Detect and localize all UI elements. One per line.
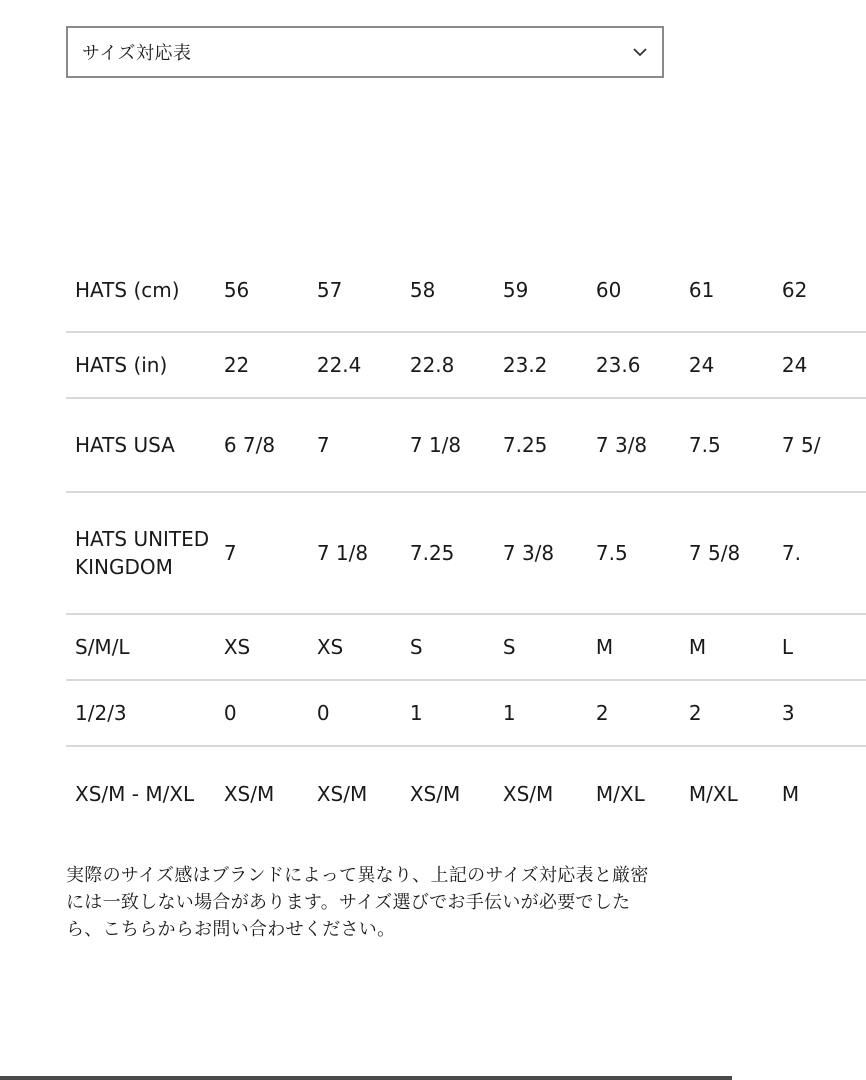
table-cell: XS/M <box>502 781 554 806</box>
size-disclaimer-text: 実際のサイズ感はブランドによって異なり、上記のサイズ対応表と厳密には一致しない場合があります。サイズ選びでお手伝いが必要でしたら、こちらからお問い合わせください。 <box>66 865 649 940</box>
table-cell: 7 5/ <box>781 433 821 457</box>
table-cell: 2 <box>688 701 702 725</box>
table-cell: 22.8 <box>409 353 455 377</box>
row-header: 1/2/3 <box>75 701 127 725</box>
table-cell: 7.25 <box>409 541 455 565</box>
table-cell: 2 <box>595 701 609 725</box>
table-cell: 3 <box>781 701 795 725</box>
table-row <box>66 248 866 332</box>
table-cell: 7.5 <box>595 541 628 565</box>
table-cell: M <box>688 635 707 659</box>
table-cell: 22.4 <box>316 353 362 377</box>
table-cell: XS <box>223 635 251 659</box>
table-cell: 7.25 <box>502 433 548 457</box>
row-header: HATS (cm) <box>75 277 180 302</box>
table-cell: 60 <box>595 277 622 302</box>
table-cell: 7 1/8 <box>409 433 462 457</box>
size-chart-dropdown[interactable] <box>66 26 664 78</box>
table-cell: 23.2 <box>502 353 548 377</box>
table-cell: 7 <box>223 541 237 565</box>
table-cell: XS/M <box>316 781 368 806</box>
table-cell: 61 <box>688 277 715 302</box>
table-cell: XS/M <box>409 781 461 806</box>
table-cell: L <box>781 635 794 659</box>
table-cell: 7 <box>316 433 330 457</box>
table-cell: 7 5/8 <box>688 541 741 565</box>
table-cell: 57 <box>316 277 343 302</box>
row-header: XS/M - M/XL <box>75 781 195 806</box>
bottom-divider <box>0 1076 732 1080</box>
table-cell: 56 <box>223 277 250 302</box>
table-cell: XS <box>316 635 344 659</box>
table-row <box>66 746 866 840</box>
table-row <box>66 614 866 680</box>
row-header: HATS USA <box>75 433 175 457</box>
table-cell: S <box>502 635 516 659</box>
size-chart-dropdown-label: サイズ対応表 <box>82 43 192 64</box>
table-cell: S <box>409 635 423 659</box>
table-cell: 62 <box>781 277 808 302</box>
table-cell: 59 <box>502 277 529 302</box>
table-cell: 1 <box>502 701 516 725</box>
table-cell: M <box>595 635 614 659</box>
table-row <box>66 492 866 614</box>
row-header: HATS UNITED KINGDOM <box>75 527 210 579</box>
table-cell: M <box>781 781 800 806</box>
table-cell: 1 <box>409 701 423 725</box>
table-row <box>66 332 866 398</box>
chevron-down-icon <box>632 44 648 60</box>
table-cell: 6 7/8 <box>223 433 276 457</box>
table-row <box>66 398 866 492</box>
table-cell: 0 <box>223 701 237 725</box>
row-header: HATS (in) <box>75 353 168 377</box>
table-cell: 23.6 <box>595 353 641 377</box>
table-cell: 7 1/8 <box>316 541 369 565</box>
table-cell: 24 <box>688 353 715 377</box>
table-cell: 22 <box>223 353 250 377</box>
table-cell: 7. <box>781 541 802 565</box>
size-table <box>66 248 866 840</box>
table-cell: M/XL <box>688 781 738 806</box>
table-cell: XS/M <box>223 781 275 806</box>
size-table-scroll[interactable] <box>66 248 821 840</box>
table-cell: 58 <box>409 277 436 302</box>
row-header: S/M/L <box>75 635 130 659</box>
table-cell: 24 <box>781 353 808 377</box>
table-cell: 7 3/8 <box>502 541 555 565</box>
table-cell: 7.5 <box>688 433 721 457</box>
table-cell: 7 3/8 <box>595 433 648 457</box>
table-cell: M/XL <box>595 781 645 806</box>
table-cell: 0 <box>316 701 330 725</box>
table-row <box>66 680 866 746</box>
